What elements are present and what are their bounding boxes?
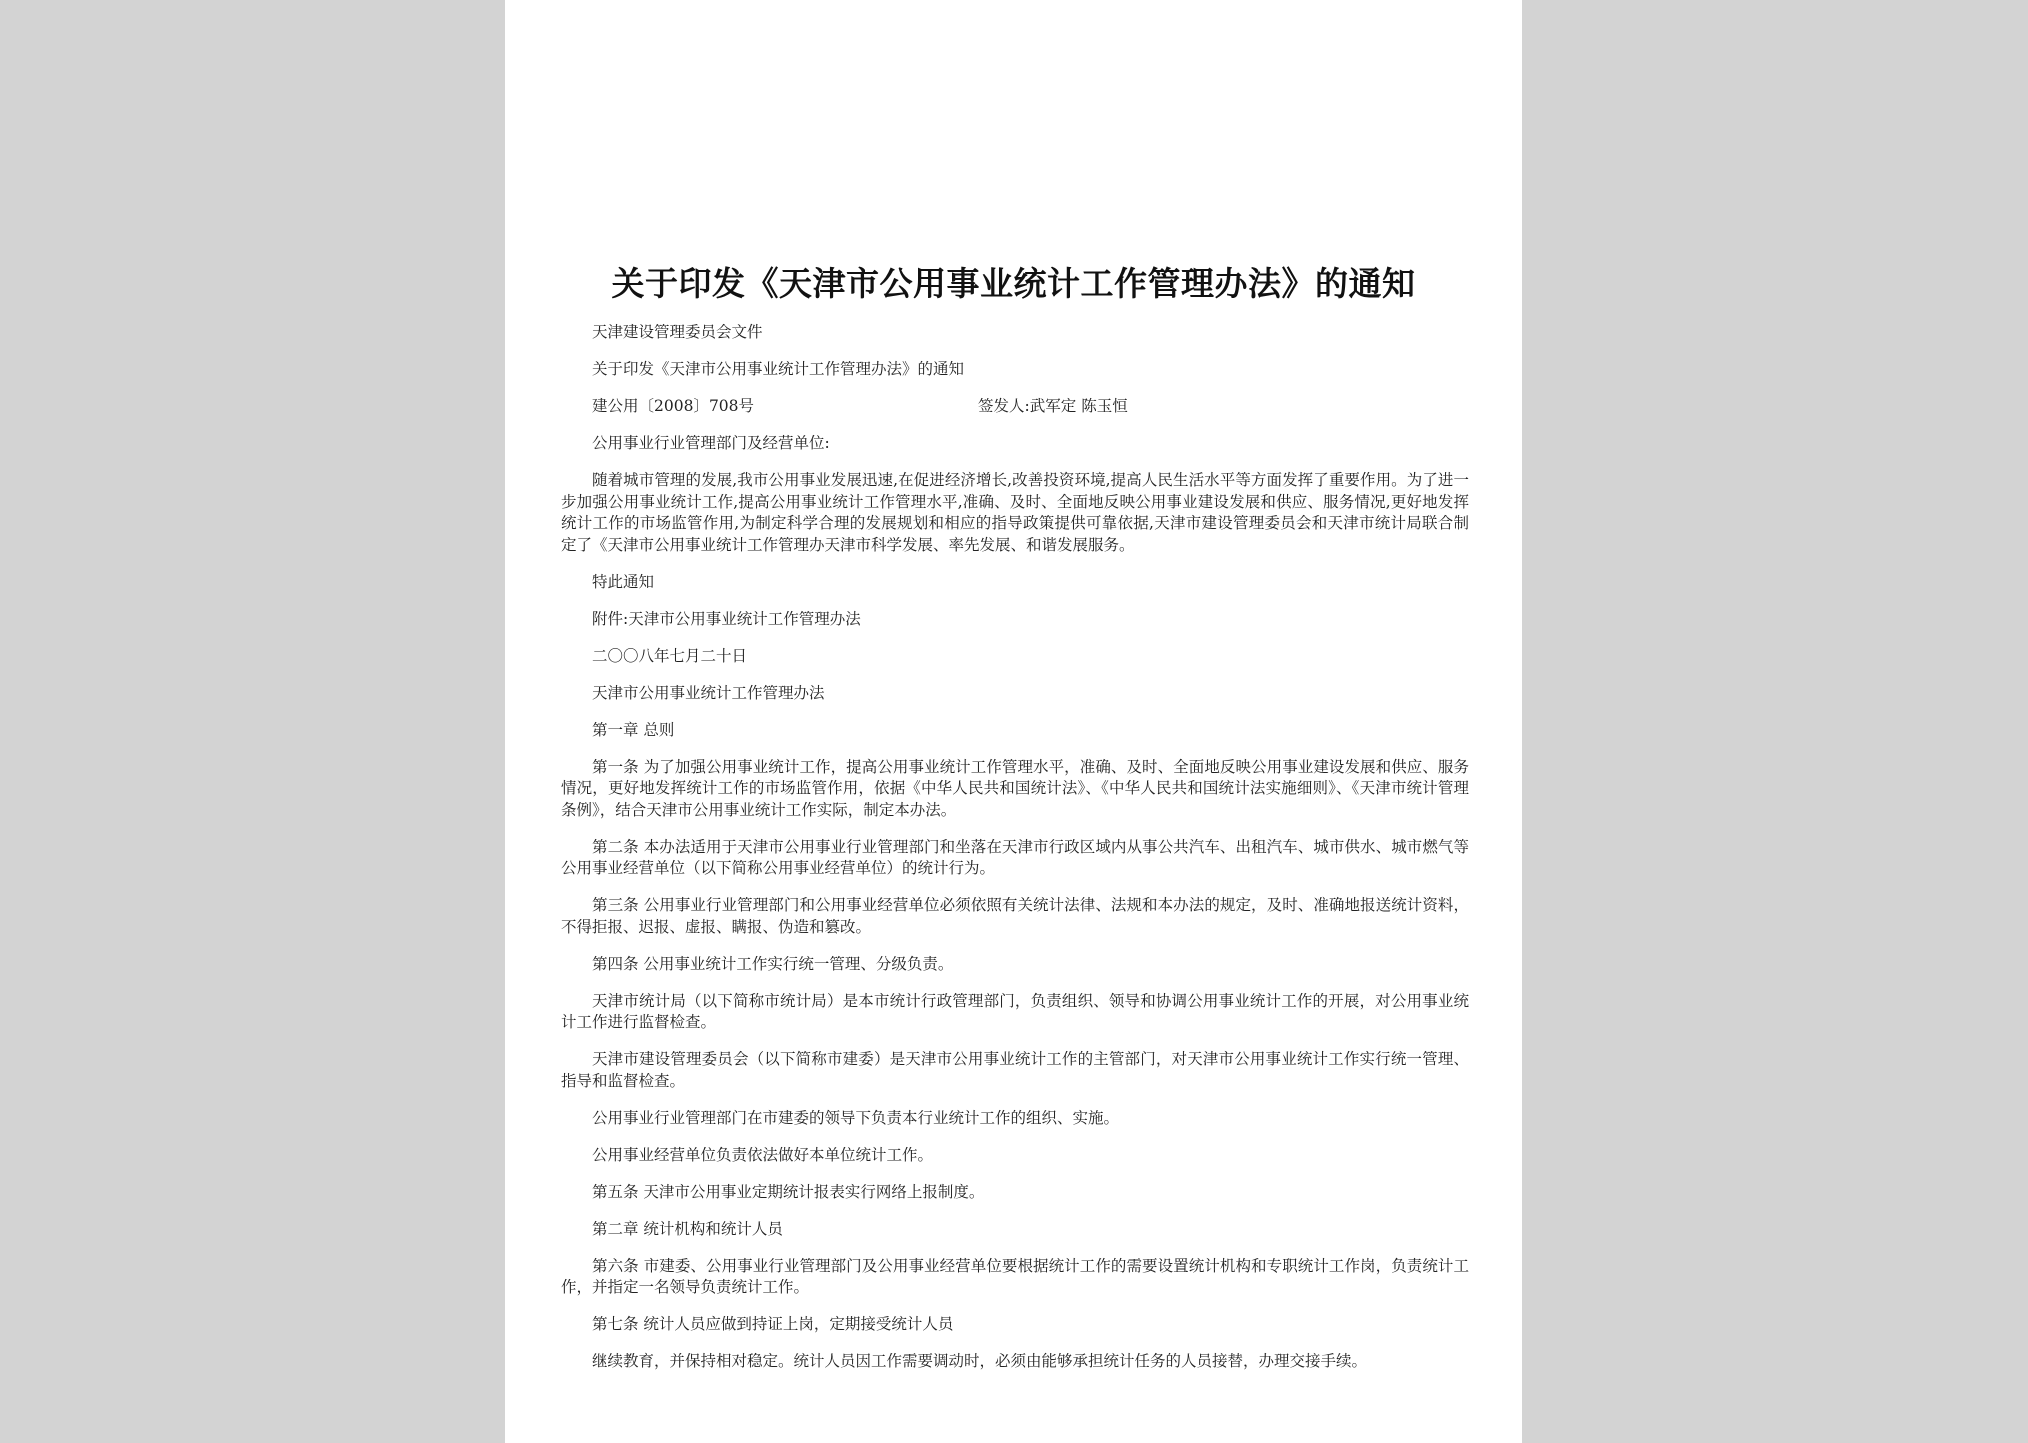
attachment-title: 天津市公用事业统计工作管理办法 (592, 683, 825, 702)
article: 第四条 公用事业统计工作实行统一管理、分级负责。 (592, 954, 954, 973)
document-body (561, 322, 1469, 1388)
signers: 签发人:武军定 陈玉恒 (978, 397, 1128, 415)
article: 第三条 公用事业行业管理部门和公用事业经营单位必须依照有关统计法律、法规和本办法的规定，及时、准确地报送统计资料，不得拒报、迟报、虚报、瞒报、伪造和篡改。 (561, 896, 1469, 936)
subject-line: 关于印发《天津市公用事业统计工作管理办法》的通知 (592, 360, 965, 378)
document-title: 关于印发《天津市公用事业统计工作管理办法》的通知 (611, 264, 1416, 303)
article: 第六条 市建委、公用事业行业管理部门及公用事业经营单位要根据统计工作的需要设置统计机构和专职统计工作岗，负责统计工作，并指定一名领导负责统计工作。 (561, 1256, 1469, 1296)
doc-number: 建公用〔2008〕708号 (592, 397, 755, 415)
paragraph: 特此通知 (592, 572, 655, 591)
recipients-line: 公用事业行业管理部门及经营单位: (592, 434, 830, 452)
issuer-line: 天津建设管理委员会文件 (592, 323, 763, 341)
paragraph: 随着城市管理的发展,我市公用事业发展迅速,在促进经济增长,改善投资环境,提高人民生活水平等方面发挥了重要作用。为了进一步加强公用事业统计工作,提高公用事业统计工作管理水平,准确、及时、全面地反映公用事业建设发展和供应、服务情况,更好地发挥统计工作的市场监管作用,为制定科学合理的发展规划和相应的指导政策提供可靠依据,天津市建设管理委员会和天津市统计局联合制定了《天津市公用事业统计工作管理办天津市科学发展、率先发展、和谐发展服务。 (561, 471, 1469, 554)
document-page (505, 0, 1522, 1443)
article: 第五条 天津市公用事业定期统计报表实行网络上报制度。 (592, 1182, 985, 1201)
doc-number-row (561, 396, 1469, 418)
attachment-line: 附件:天津市公用事业统计工作管理办法 (592, 609, 861, 628)
chapter-heading: 第二章 统计机构和统计人员 (592, 1219, 783, 1238)
paragraph: 继续教育，并保持相对稳定。统计人员因工作需要调动时，必须由能够承担统计任务的人员接替，办理交接手续。 (592, 1352, 1368, 1370)
paragraph: 公用事业经营单位负责依法做好本单位统计工作。 (592, 1145, 934, 1164)
article: 第二条 本办法适用于天津市公用事业行业管理部门和坐落在天津市行政区域内从事公共汽车、出租汽车、城市供水、城市燃气等公用事业经营单位（以下简称公用事业经营单位）的统计行为。 (561, 837, 1469, 877)
paragraph: 天津市建设管理委员会（以下简称市建委）是天津市公用事业统计工作的主管部门，对天津市公用事业统计工作实行统一管理、指导和监督检查。 (561, 1050, 1469, 1090)
paragraph: 公用事业行业管理部门在市建委的领导下负责本行业统计工作的组织、实施。 (592, 1108, 1120, 1127)
chapter-heading: 第一章 总则 (592, 720, 675, 739)
article: 第一条 为了加强公用事业统计工作，提高公用事业统计工作管理水平，准确、及时、全面地反映公用事业建设发展和供应、服务情况，更好地发挥统计工作的市场监管作用，依据《中华人民共和国统计法》、《中华人民共和国统计法实施细则》、《天津市统计管理条例》，结合天津市公用事业统计工作实际，制定本办法。 (561, 757, 1469, 819)
article: 第七条 统计人员应做到持证上岗，定期接受统计人员 (592, 1315, 954, 1333)
paragraph: 天津市统计局（以下简称市统计局）是本市统计行政管理部门，负责组织、领导和协调公用事业统计工作的开展，对公用事业统计工作进行监督检查。 (561, 991, 1469, 1031)
date-line: 二〇〇八年七月二十日 (592, 646, 748, 665)
